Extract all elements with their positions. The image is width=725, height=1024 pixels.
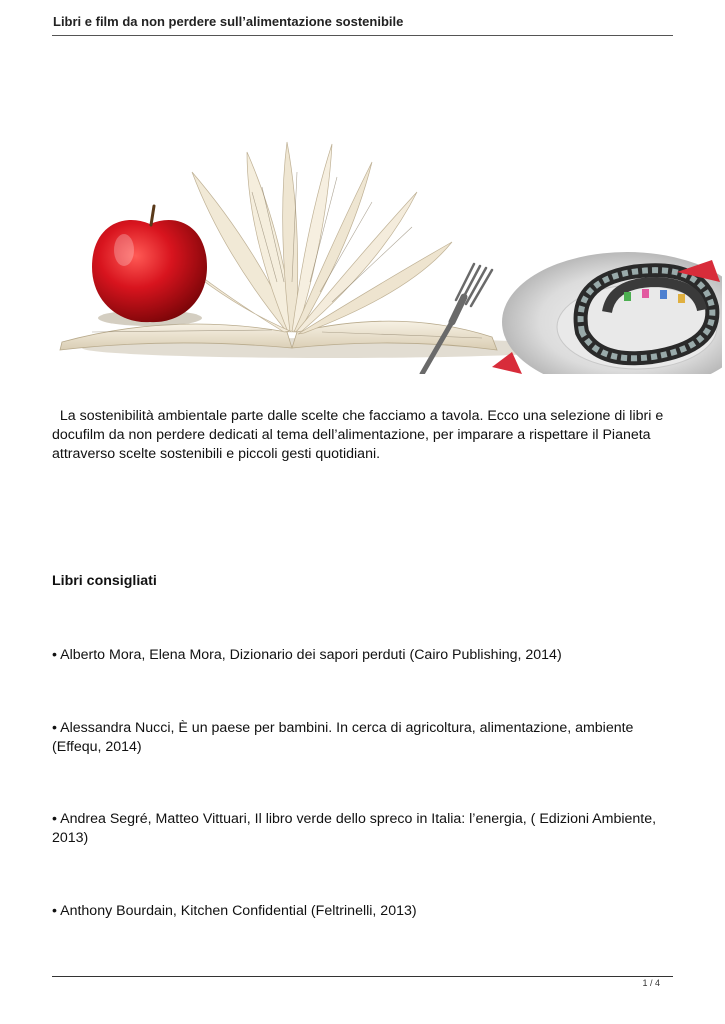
page-header-title: Libri e film da non perdere sull’alimentazione sostenibile xyxy=(53,14,404,29)
header-divider xyxy=(52,35,673,36)
hero-image xyxy=(52,132,722,374)
page-number: 1 / 4 xyxy=(642,978,660,988)
footer-divider xyxy=(52,976,673,977)
book-item: • Alessandra Nucci, È un paese per bambini. In cerca di agricoltura, alimentazione, ambiente (Effequ, 2014) xyxy=(52,720,634,755)
intro-paragraph: La sostenibilità ambientale parte dalle scelte che facciamo a tavola. Ecco una selezione di libri e docufilm da non perdere dedicati al tema dell’alimentazione, per imparare a rispettare il Pianeta attraverso scelte sostenibili e piccoli gesti quotidiani. xyxy=(52,408,668,462)
book-item: • Alberto Mora, Elena Mora, Dizionario dei sapori perduti (Cairo Publishing, 2014) xyxy=(52,647,562,663)
books-section-title: Libri consigliati xyxy=(52,573,157,589)
book-item: • Anthony Bourdain, Kitchen Confidential (Feltrinelli, 2013) xyxy=(52,903,417,919)
apple-illustration xyxy=(92,206,207,326)
book-item: • Andrea Segré, Matteo Vittuari, Il libro verde dello spreco in Italia: l’energia, ( Edizioni Ambiente, 2013) xyxy=(52,811,657,846)
fork-illustration xyxy=(422,264,492,374)
